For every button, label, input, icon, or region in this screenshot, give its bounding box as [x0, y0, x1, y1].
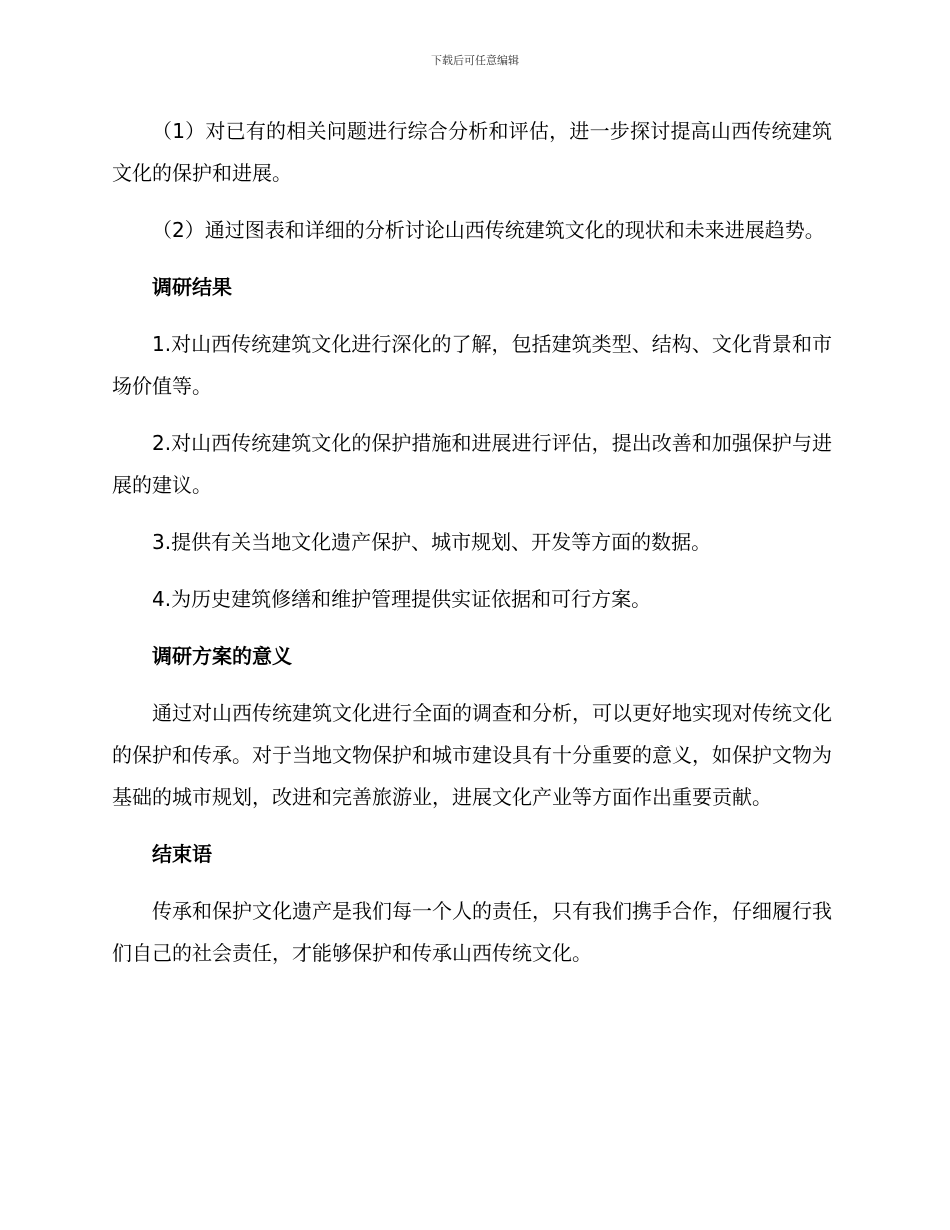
paragraph-results-3: 3.提供有关当地文化遗产保护、城市规划、开发等方面的数据。	[152, 530, 712, 554]
paragraph-conclusion: 传承和保护文化遗产是我们每一个人的责任，只有我们携手合作，仔细履行我们自己的社会责任，才能够保护和传承山西传统文化。	[112, 899, 832, 965]
paragraph-gap	[112, 875, 832, 890]
paragraph-gap	[112, 251, 832, 266]
paragraph-gap	[112, 308, 832, 323]
paragraph-significance: 通过对山西传统建筑文化进行全面的调查和分析，可以更好地实现对传统文化的保护和传承。对于当地文物保护和城市建设具有十分重要的意义，如保护文物为基础的城市规划，改进和完善旅游业，进展文化产业等方面作出重要贡献。	[112, 701, 832, 809]
document-body	[112, 110, 832, 974]
section-heading-results: 调研结果	[152, 275, 232, 299]
paragraph-gap	[112, 563, 832, 578]
page-header: 下载后可任意编辑	[431, 54, 519, 67]
paragraph-gap	[112, 194, 832, 209]
paragraph-results-2: 2.对山西传统建筑文化的保护措施和进展进行评估，提出改善和加强保护与进展的建议。	[112, 431, 832, 497]
paragraph-results-1: 1.对山西传统建筑文化进行深化的了解，包括建筑类型、结构、文化背景和市场价值等。	[112, 332, 832, 398]
section-heading-conclusion: 结束语	[152, 842, 212, 866]
paragraph-intro-2: （2）通过图表和详细的分析讨论山西传统建筑文化的现状和未来进展趋势。	[152, 218, 825, 242]
paragraph-gap	[112, 506, 832, 521]
paragraph-results-4: 4.为历史建筑修缮和维护管理提供实证依据和可行方案。	[152, 587, 652, 611]
paragraph-gap	[112, 818, 832, 833]
section-heading-significance: 调研方案的意义	[152, 644, 292, 668]
paragraph-gap	[112, 620, 832, 635]
paragraph-intro-1: （1）对已有的相关问题进行综合分析和评估，进一步探讨提高山西传统建筑文化的保护和进展。	[112, 119, 832, 185]
paragraph-gap	[112, 677, 832, 692]
paragraph-gap	[112, 407, 832, 422]
